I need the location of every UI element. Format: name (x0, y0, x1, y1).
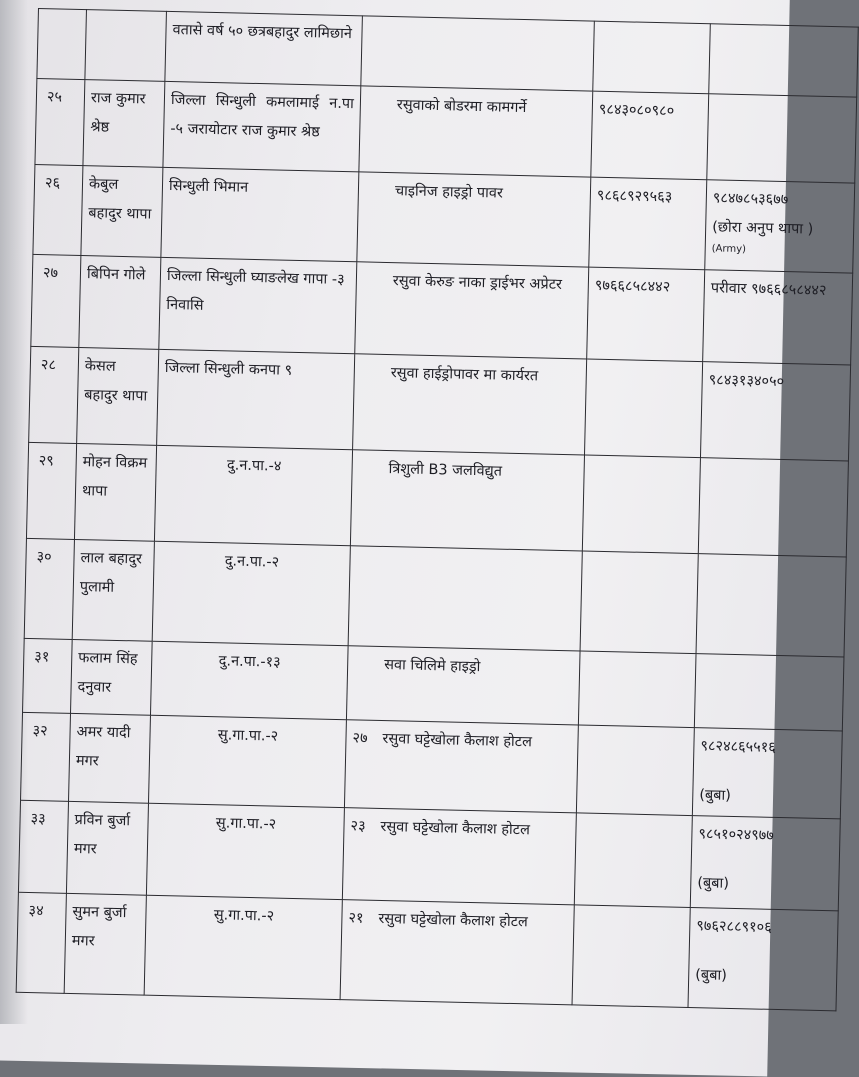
work-cell (346, 646, 580, 725)
age-value (354, 668, 384, 669)
age-value (361, 376, 391, 377)
name-cell: सुमन बुर्जा मगर (64, 893, 146, 995)
table-row (24, 538, 846, 657)
name-cell: मोहन विक्रम थापा (74, 443, 156, 541)
serial-cell: २५ (35, 78, 85, 165)
contact-cell (709, 24, 859, 97)
contact-cell (707, 94, 857, 183)
table-row (16, 892, 838, 1011)
name-cell: लाल बहादुर पुलामी (72, 539, 154, 641)
age-value (359, 472, 389, 473)
address-cell: जिल्ला सिन्धुली घ्याङलेख गापा -३ निवासि (159, 257, 357, 353)
work-cell (342, 808, 576, 905)
work-cell (353, 354, 587, 455)
phone-cell (574, 813, 692, 908)
age-value: २७ (352, 724, 383, 754)
address-cell: दु.न.पा.-१३ (150, 641, 348, 719)
address-cell: वतासे वर्ष ५० छत्रबहादुर लामिछाने (165, 11, 363, 85)
serial-cell: ३४ (16, 892, 66, 993)
serial-cell: ३० (24, 538, 74, 639)
name-cell: अमर यादी मगर (69, 713, 151, 803)
phone-cell (576, 725, 694, 816)
contact-cell: परीवार ९७६६८५८४४२ (703, 270, 853, 365)
phone-cell: ९७६६८५८४४२ (587, 267, 705, 362)
serial-cell: २७ (31, 254, 81, 347)
phone-cell (584, 359, 702, 458)
contact-cell (698, 458, 848, 557)
contact-cell: ९८४३१३४०५० (700, 362, 850, 461)
address-cell: दु.न.पा.-२ (152, 541, 350, 645)
name-cell: बिपिन गोले (79, 256, 161, 350)
contact-phone: ९८२४८६५५१६ (700, 738, 776, 756)
name-cell: प्रविन बुर्जा मगर (66, 801, 148, 895)
contact-note: (बुबा) (699, 781, 835, 813)
work-cell (348, 546, 582, 651)
table-row (29, 346, 851, 461)
age-value (368, 39, 398, 40)
phone-cell (580, 551, 698, 654)
work-value: रसुवाको बोडरमा कामगर्ने (397, 97, 527, 116)
work-value: त्रिशुली B3 जलविद्युत (388, 461, 502, 480)
phone-cell: ९८४३०८०९८० (591, 91, 709, 180)
address-cell: सु.गा.पा.-२ (144, 895, 342, 999)
work-value: रसुवा घट्टेखोला कैलाश होटल (382, 731, 532, 750)
serial-cell (37, 9, 87, 80)
age-value: २१ (348, 904, 379, 934)
contact-cell (692, 728, 842, 819)
contact-note: (छोरा अनुप थापा ) (712, 213, 848, 245)
age-value (367, 108, 397, 109)
contact-note: (बुबा) (697, 869, 833, 901)
work-value: रसुवा घट्टेखोला कैलाश होटल (380, 819, 530, 838)
phone-cell (578, 651, 696, 728)
serial-cell: ३१ (23, 638, 73, 713)
contact-note: (बुबा) (695, 961, 831, 993)
address-cell: दु.न.पा.-४ (154, 445, 352, 545)
phone-cell: ९८६८९२९५६३ (589, 177, 707, 270)
work-cell (344, 720, 578, 813)
work-value: सवा चिलिमे हाइड्रो (384, 657, 480, 675)
age-value (356, 568, 386, 569)
age-value: २३ (350, 812, 381, 842)
serial-cell: २८ (29, 346, 79, 443)
table-row (26, 442, 848, 557)
phone-cell (572, 905, 690, 1008)
serial-cell: ३३ (18, 800, 68, 893)
records-table (16, 8, 859, 1011)
contact-phone: ९८४७८५३६७७ (713, 190, 789, 208)
phone-cell (582, 455, 700, 554)
name-cell: केसल बहादुर थापा (77, 348, 159, 446)
work-cell (355, 262, 589, 359)
age-value (363, 284, 393, 285)
name-cell: केबुल बहादुर थापा (81, 166, 163, 258)
name-cell: फलाम सिंह दनुवार (71, 639, 153, 715)
work-cell (361, 16, 595, 91)
phone-cell (593, 21, 711, 94)
address-cell: सिन्धुली भिमान (161, 167, 359, 261)
contact-cell (694, 654, 844, 731)
serial-cell: २९ (26, 442, 76, 539)
work-value: रसुवा केरुङ नाका ड्राईभर अप्रेटर (393, 273, 562, 293)
work-value: रसुवा हाईड्रोपावर मा कार्यरत (391, 365, 539, 384)
age-value (365, 194, 395, 195)
address-cell: जिल्ला सिन्धुली कनपा ९ (157, 349, 355, 449)
contact-extra: (Army) (712, 242, 847, 259)
contact-cell (696, 554, 846, 657)
contact-cell (690, 816, 840, 911)
name-cell: राज कुमार श्रेष्ठ (83, 80, 165, 168)
work-value: चाइनिज हाइड्रो पावर (395, 183, 503, 201)
contact-cell (705, 180, 855, 273)
address-cell: सु.गा.पा.-२ (146, 803, 344, 899)
document-sheet (16, 8, 758, 1009)
address-cell: जिल्ला सिन्धुली कमलामाई न.पा -५ जरायोटार राज कुमार श्रेष्ठ (163, 81, 361, 171)
work-cell (357, 172, 591, 267)
serial-cell: २६ (33, 164, 83, 255)
work-cell (350, 450, 584, 551)
work-cell (340, 900, 574, 1005)
work-cell (359, 86, 593, 177)
contact-phone: ९८५१०२४९७७ (698, 826, 774, 844)
contact-cell (688, 908, 838, 1011)
serial-cell: ३२ (21, 712, 71, 801)
address-cell: सु.गा.पा.-२ (148, 715, 346, 807)
name-cell (85, 10, 167, 82)
contact-phone: ९७६२८८९१०६ (696, 918, 772, 936)
work-value: रसुवा घट्टेखोला कैलाश होटल (378, 911, 528, 930)
